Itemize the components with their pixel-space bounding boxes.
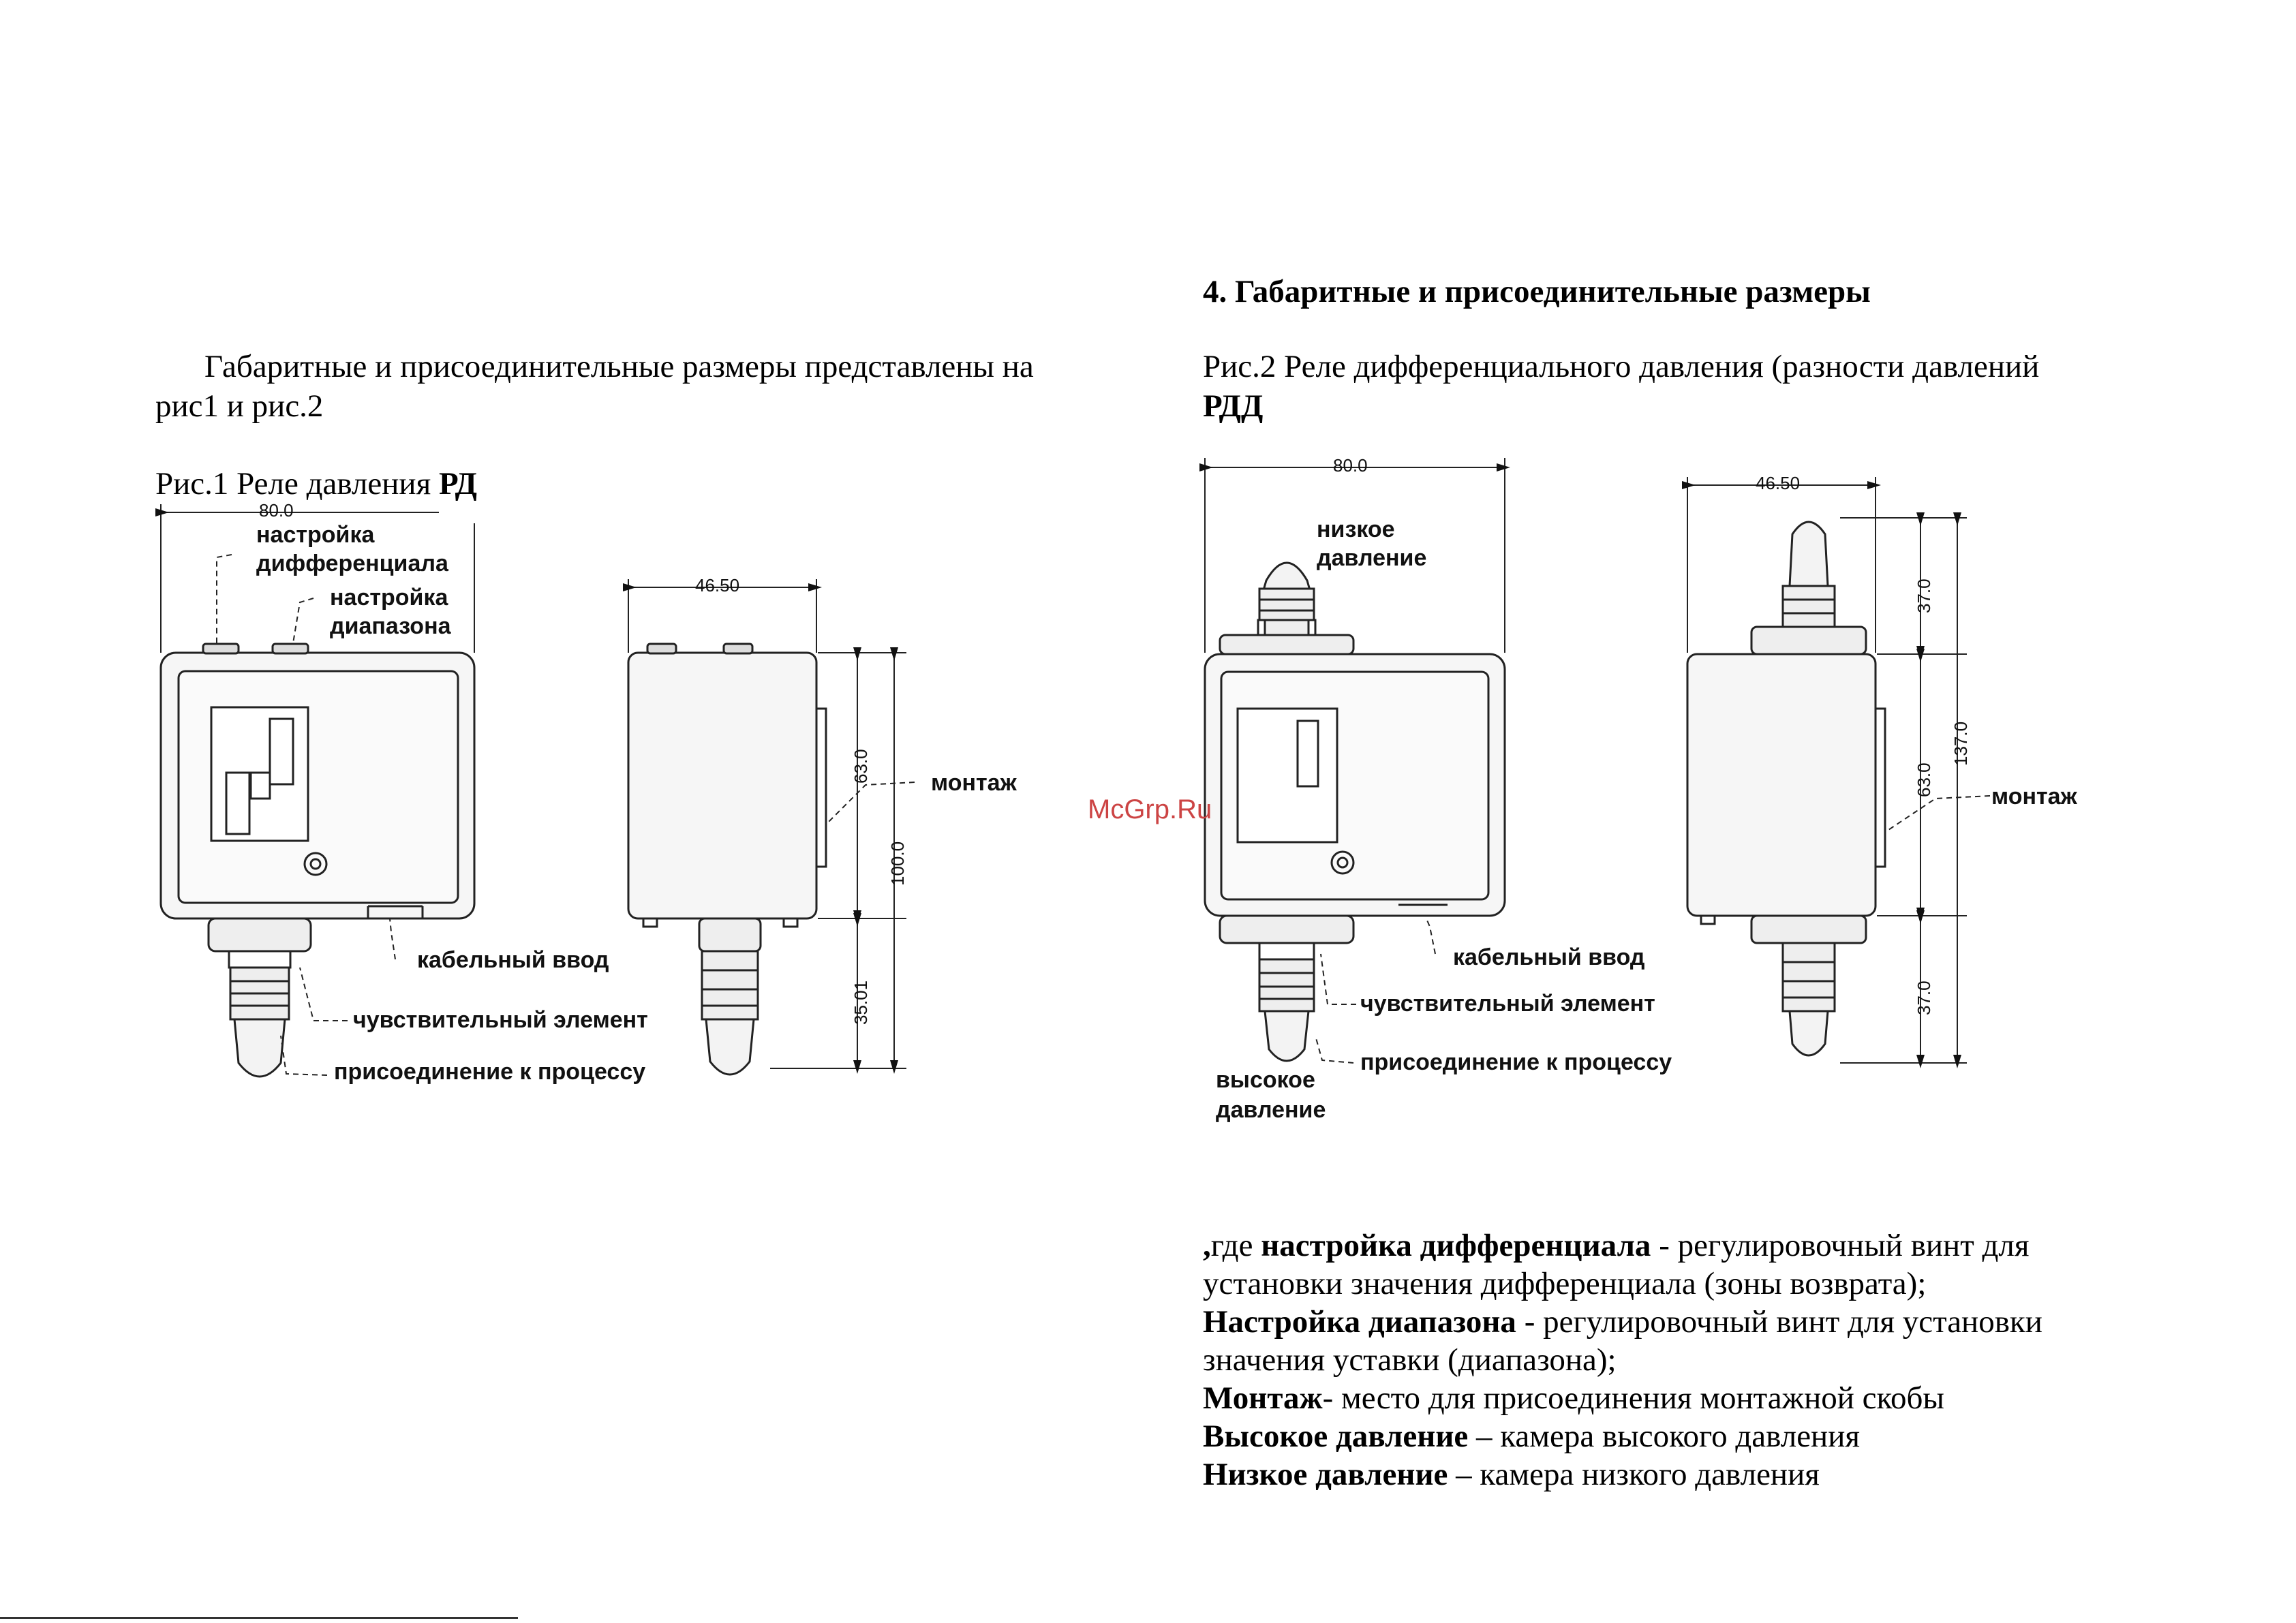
- def-diff-term: настройка дифференциала: [1261, 1228, 1651, 1263]
- def-line-7: [1203, 1455, 1820, 1494]
- intro-text-line1: Габаритные и присоединительные размеры представлены на: [204, 349, 1034, 384]
- fig2-caption-line2: РДД: [1203, 388, 1264, 424]
- fig1-caption-bold: РД: [438, 466, 477, 501]
- def-mount-term: Монтаж: [1203, 1380, 1323, 1416]
- def-line-1: [1203, 1226, 2029, 1265]
- fig2-caption-line1: Рис.2 Реле дифференциального давления (разности давлений: [1203, 349, 2040, 384]
- fig2-label-low-1: низкое: [1317, 516, 1395, 542]
- def-diff-text: - регулировочный винт для: [1651, 1228, 2030, 1263]
- def-line-6: [1203, 1417, 1860, 1455]
- fig2-label-high-2: давление: [1216, 1097, 1326, 1123]
- def-high-term: Высокое давление: [1203, 1419, 1469, 1454]
- fig1-caption-prefix: Рис.1 Реле давления: [155, 466, 431, 501]
- def-low-term: Низкое давление: [1203, 1457, 1448, 1492]
- fig1-dim-body: 63.0: [851, 749, 871, 784]
- fig2-label-sensor: чувствительный элемент: [1360, 991, 1655, 1017]
- fig2-dim-bottom: 37.0: [1914, 980, 1934, 1015]
- fig2-dim-depth: 46.50: [1756, 473, 1801, 493]
- intro-text-line2: рис1 и рис.2: [155, 388, 324, 424]
- fig1-dim-width: 80.0: [259, 500, 294, 521]
- fig2-label-process: присоединение к процессу: [1360, 1049, 1672, 1075]
- def-high-text: – камера высокого давления: [1468, 1419, 1860, 1454]
- fig1-label-range-1: настройка: [330, 585, 448, 610]
- footer-rule: [0, 1617, 518, 1619]
- fig1-dim-bottom: 35.01: [851, 980, 871, 1025]
- fig1-label-diff-1: настройка: [256, 522, 375, 548]
- fig2-label-high-1: высокое: [1216, 1067, 1315, 1093]
- fig2-label-cable: кабельный ввод: [1453, 944, 1645, 970]
- section-heading: 4. Габаритные и присоединительные размеры: [1203, 274, 1871, 309]
- fig1-dim-total: 100.0: [887, 841, 908, 886]
- fig2-dim-top: 37.0: [1914, 578, 1934, 613]
- def-range-term: Настройка диапазона: [1203, 1304, 1516, 1340]
- def-line-4: значения уставки (диапазона);: [1203, 1342, 1617, 1378]
- fig2-dim-body: 63.0: [1914, 762, 1934, 797]
- def-line-5: [1203, 1379, 1944, 1417]
- def-low-text: – камера низкого давления: [1448, 1457, 1820, 1492]
- def-mount-text: - место для присоединения монтажной скобы: [1322, 1380, 1944, 1416]
- fig2-dim-total: 137.0: [1950, 721, 1971, 766]
- fig1-label-range-2: диапазона: [330, 613, 451, 639]
- fig2-label-low-2: давление: [1317, 545, 1427, 571]
- def-comma: ,: [1203, 1228, 1211, 1263]
- fig1-label-diff-2: дифференциала: [256, 551, 448, 576]
- fig2-dim-width: 80.0: [1333, 455, 1368, 476]
- def-range-text: - регулировочный винт для установки: [1516, 1304, 2042, 1340]
- def-line-2: установки значения дифференциала (зоны возврата);: [1203, 1266, 1927, 1301]
- fig2-label-mount: монтаж: [1991, 784, 2077, 809]
- fig1-label-cable: кабельный ввод: [417, 947, 609, 973]
- fig1-dim-depth: 46.50: [695, 575, 740, 596]
- fig1-label-sensor: чувствительный элемент: [353, 1007, 648, 1033]
- fig1-label-process: присоединение к процессу: [334, 1059, 646, 1085]
- watermark: McGrp.Ru: [1088, 794, 1212, 824]
- def-where: где: [1210, 1228, 1261, 1263]
- def-line-3: [1203, 1303, 2042, 1341]
- fig1-label-mount: монтаж: [931, 770, 1017, 796]
